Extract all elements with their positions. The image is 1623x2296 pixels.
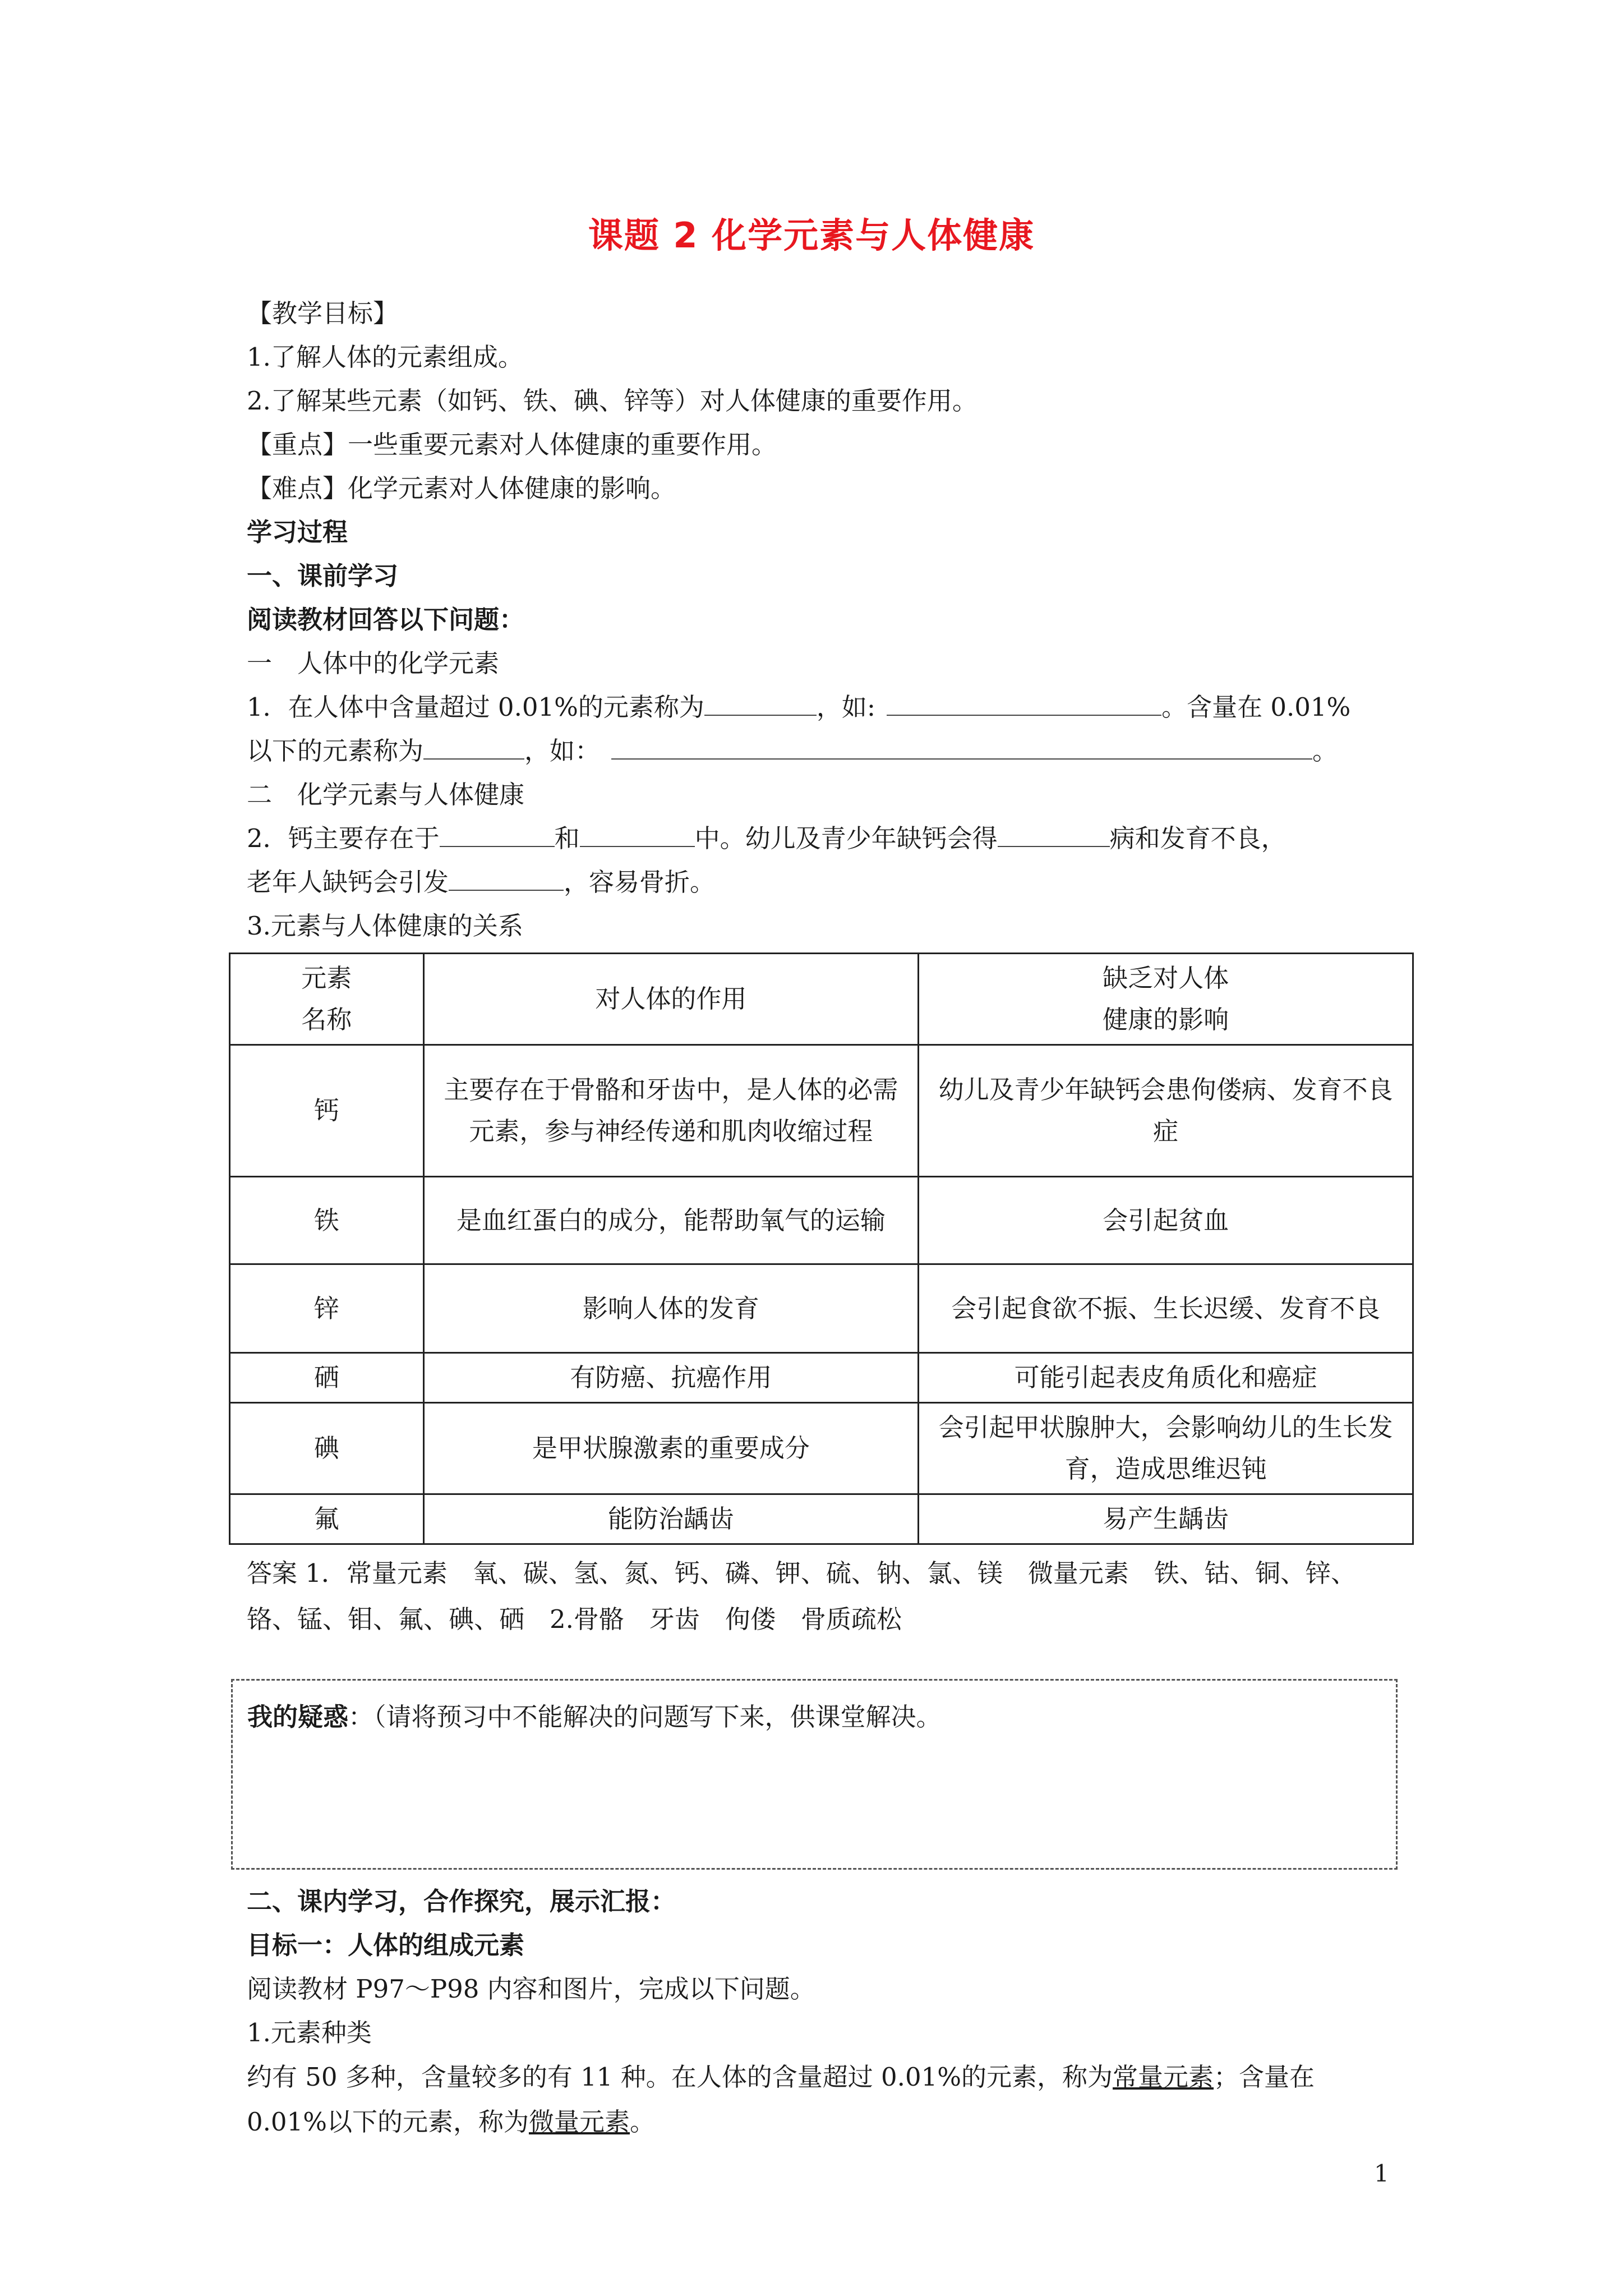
table-cell: 会引起甲状腺肿大，会影响幼儿的生长发育，造成思维迟钝 [919, 1403, 1413, 1494]
table-cell: 锌 [230, 1264, 424, 1353]
fill-blank[interactable] [580, 821, 695, 847]
para-text-a: 约有 50 多种，含量较多的有 11 种。在人体的含量超过 0.01%的元素，称为 [247, 2062, 1113, 2092]
element-health-table [229, 953, 1414, 1545]
table-cell: 是甲状腺激素的重要成分 [423, 1403, 919, 1494]
table-cell: 可能引起表皮角质化和癌症 [919, 1353, 1413, 1403]
q1-text-c: 。含量在 0.01% [1161, 692, 1351, 722]
table-row [230, 1494, 1413, 1544]
q2-text-c: 中。幼儿及青少年缺钙会得 [694, 823, 998, 853]
goals-header: 【教学目标】 [247, 298, 399, 328]
header-cell: 对人体的作用 [423, 954, 919, 1045]
table-cell: 硒 [230, 1353, 424, 1403]
q2-text-b: 和 [554, 823, 580, 853]
answer-text: 答案 1．常量元素 氧、碳、氢、氮、钙、磷、钾、硫、钠、氯、镁 微量元素 铁、钴、铜、锌、铬、锰、钼、氟、碘、硒 2.骨骼 牙齿 佝偻 骨质疏松 [247, 1558, 1356, 1634]
fill-blank[interactable] [704, 690, 817, 716]
table-row [230, 1177, 1413, 1264]
para-text-c: ；含量在 0.01%以下的元素，称为 [247, 2062, 1315, 2137]
q2-text-a: 2．钙主要存在于 [247, 823, 440, 853]
table-cell: 氟 [230, 1494, 424, 1544]
fill-blank[interactable] [998, 821, 1110, 847]
fill-blank[interactable] [423, 734, 524, 760]
term-macro-elements: 常量元素 [1113, 2062, 1214, 2092]
page-title: 课题 2 化学元素与人体健康 [588, 215, 1035, 256]
document-body [247, 292, 1394, 2145]
q1-text-a: 1．在人体中含量超过 0.01%的元素称为 [247, 692, 704, 722]
fill-blank[interactable] [440, 821, 555, 847]
element-types-paragraph [247, 2055, 1394, 2145]
goal-1: 1.了解人体的元素组成。 [247, 342, 523, 372]
section-2-heading: 二、课内学习，合作探究，展示汇报： [247, 1887, 676, 1916]
subheading-1: 一 人体中的化学元素 [247, 648, 500, 678]
key-point: 【重点】一些重要元素对人体健康的重要作用。 [247, 430, 777, 459]
q1-text-f: 。 [1312, 736, 1338, 766]
q1-text-e: ，如： [524, 736, 601, 766]
table-cell: 幼儿及青少年缺钙会患佝偻病、发育不良症 [919, 1045, 1413, 1177]
fill-blank[interactable] [887, 690, 1161, 716]
table-row [230, 1264, 1413, 1353]
q2-text-d: 病和发育不良， [1109, 823, 1287, 853]
header-cell: 元素 名称 [230, 954, 424, 1045]
question-1-line-2 [247, 729, 1394, 773]
q2-text-e: 老年人缺钙会引发 [247, 867, 449, 897]
process-heading: 学习过程 [247, 517, 348, 547]
fill-blank[interactable] [611, 734, 1312, 760]
para-text-e: 。 [629, 2107, 655, 2137]
question-2-line-2 [247, 861, 1394, 904]
table-row [230, 1353, 1413, 1403]
table-row [230, 1045, 1413, 1177]
item-1-heading: 1.元素种类 [247, 2018, 372, 2047]
goal-2: 2.了解某些元素（如钙、铁、碘、锌等）对人体健康的重要作用。 [247, 386, 978, 416]
difficulty: 【难点】化学元素对人体健康的影响。 [247, 473, 676, 503]
question-3: 3.元素与人体健康的关系 [247, 911, 523, 941]
table-cell: 钙 [230, 1045, 424, 1177]
read-instruction-2: 阅读教材 P97～P98 内容和图片，完成以下问题。 [247, 1974, 815, 2004]
doubt-instruction: ：（请将预习中不能解决的问题写下来，供课堂解决。 [348, 1702, 942, 1732]
q1-text-d: 以下的元素称为 [247, 736, 424, 766]
section-1-heading: 一、课前学习 [247, 561, 399, 591]
table-cell: 铁 [230, 1177, 424, 1264]
table-row [230, 1403, 1413, 1494]
doubt-box[interactable] [231, 1679, 1398, 1870]
q1-text-b: ，如: [816, 692, 876, 722]
table-cell: 会引起贫血 [919, 1177, 1413, 1264]
doubt-label: 我的疑惑 [247, 1702, 349, 1732]
header-cell: 缺乏对人体 健康的影响 [919, 954, 1413, 1045]
fill-blank[interactable] [449, 865, 564, 891]
subheading-2: 二 化学元素与人体健康 [247, 780, 525, 809]
table-cell: 主要存在于骨骼和牙齿中，是人体的必需元素，参与神经传递和肌肉收缩过程 [423, 1045, 919, 1177]
table-cell: 碘 [230, 1403, 424, 1494]
table-cell: 有防癌、抗癌作用 [423, 1353, 919, 1403]
target-1-heading: 目标一：人体的组成元素 [247, 1930, 525, 1960]
question-2-line-1 [247, 817, 1394, 861]
table-cell: 能防治龋齿 [423, 1494, 919, 1544]
table-header-row [230, 954, 1413, 1045]
table-cell: 会引起食欲不振、生长迟缓、发育不良 [919, 1264, 1413, 1353]
table-cell: 是血红蛋白的成分，能帮助氧气的运输 [423, 1177, 919, 1264]
question-1-line-1 [247, 685, 1394, 729]
term-trace-elements: 微量元素 [528, 2107, 630, 2137]
read-prompt: 阅读教材回答以下问题： [247, 605, 525, 634]
table-cell: 易产生龋齿 [919, 1494, 1413, 1544]
page-number: 1 [1374, 2160, 1389, 2187]
table-cell: 影响人体的发育 [423, 1264, 919, 1353]
q2-text-f: ，容易骨折。 [564, 867, 716, 897]
